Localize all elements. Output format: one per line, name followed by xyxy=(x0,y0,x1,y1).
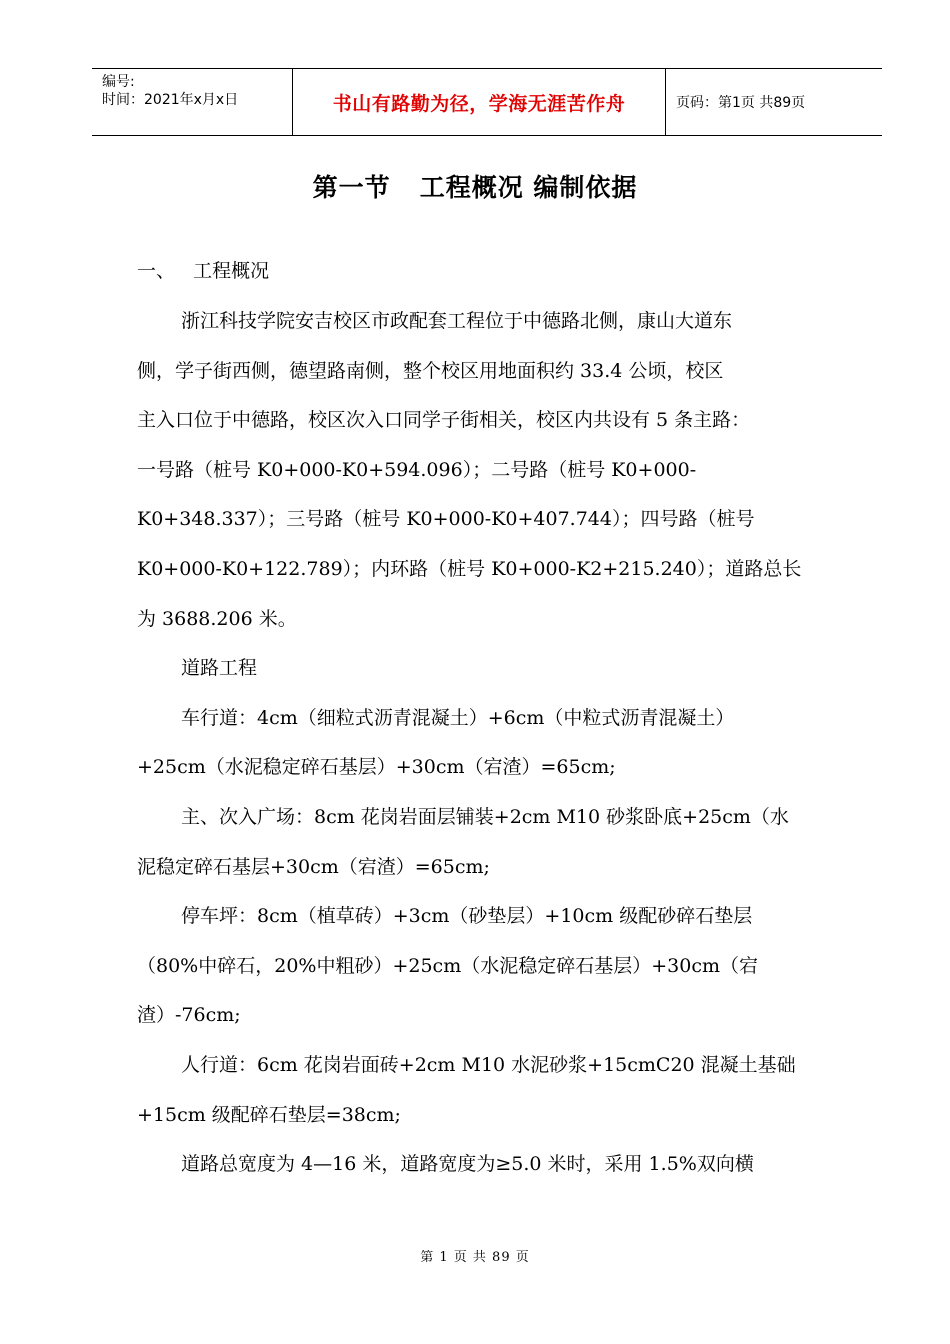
body-line: 主入口位于中德路，校区次入口同学子街相关，校区内共设有 5 条主路： xyxy=(137,409,751,432)
time-label: 时间：2021年x月x日 xyxy=(102,92,239,108)
body-line: K0+348.337）；三号路（桩号 K0+000-K0+407.744）；四号路（桩号 xyxy=(137,508,755,531)
header-page-info-cell xyxy=(666,69,882,135)
body-line: 一号路（桩号 K0+000-K0+594.096）；二号路（桩号 K0+000- xyxy=(137,458,697,481)
body-line: 道路工程 xyxy=(181,657,258,680)
header-page-info: 页码：第1页 共89页 xyxy=(676,95,806,111)
body-line: 侧，学子街西侧，德望路南侧，整个校区用地面积约 33.4 公顷，校区 xyxy=(137,359,724,382)
body-line: 主、次入广场：8cm 花岗岩面层铺装+2cm M10 砂浆卧底+25cm（水 xyxy=(181,805,789,828)
body-line: （80%中碎石，20%中粗砂）+25cm（水泥稳定碎石基层）+30cm（宕 xyxy=(137,954,758,977)
body-line: 人行道：6cm 花岗岩面砖+2cm M10 水泥砂浆+15cmC20 混凝土基础 xyxy=(181,1053,796,1076)
body-line: K0+000-K0+122.789）；内环路（桩号 K0+000-K2+215.240）；道路总长 xyxy=(137,557,802,580)
page-header xyxy=(92,68,882,136)
section-title: 第一节 工程概况 编制依据 xyxy=(312,173,638,202)
number-label: 编号: xyxy=(102,74,135,90)
body-text xyxy=(137,297,837,1190)
header-motto-cell xyxy=(293,69,666,135)
body-line: +15cm 级配碎石垫层=38cm; xyxy=(137,1103,401,1126)
page-footer: 第 1 页 共 89 页 xyxy=(420,1250,530,1265)
body-line: 为 3688.206 米。 xyxy=(137,607,297,630)
body-line: 车行道：4cm（细粒式沥青混凝土）+6cm（中粒式沥青混凝土） xyxy=(181,706,735,729)
body-line: 浙江科技学院安吉校区市政配套工程位于中德路北侧，康山大道东 xyxy=(181,310,733,332)
body-line: 道路总宽度为 4—16 米，道路宽度为≥5.0 米时，采用 1.5%双向横 xyxy=(181,1153,754,1176)
body-line: 泥稳定碎石基层+30cm（宕渣）=65cm; xyxy=(137,855,490,878)
header-motto: 书山有路勤为径，学海无涯苦作舟 xyxy=(332,92,626,115)
subheading: 一、 工程概况 xyxy=(137,260,270,282)
body-line: +25cm（水泥稳定碎石基层）+30cm（宕渣）=65cm; xyxy=(137,756,616,779)
body-line: 停车坪：8cm（植草砖）+3cm（砂垫层）+10cm 级配砂碎石垫层 xyxy=(181,905,753,928)
body-line: 渣）-76cm; xyxy=(137,1004,241,1027)
header-meta xyxy=(92,69,293,135)
